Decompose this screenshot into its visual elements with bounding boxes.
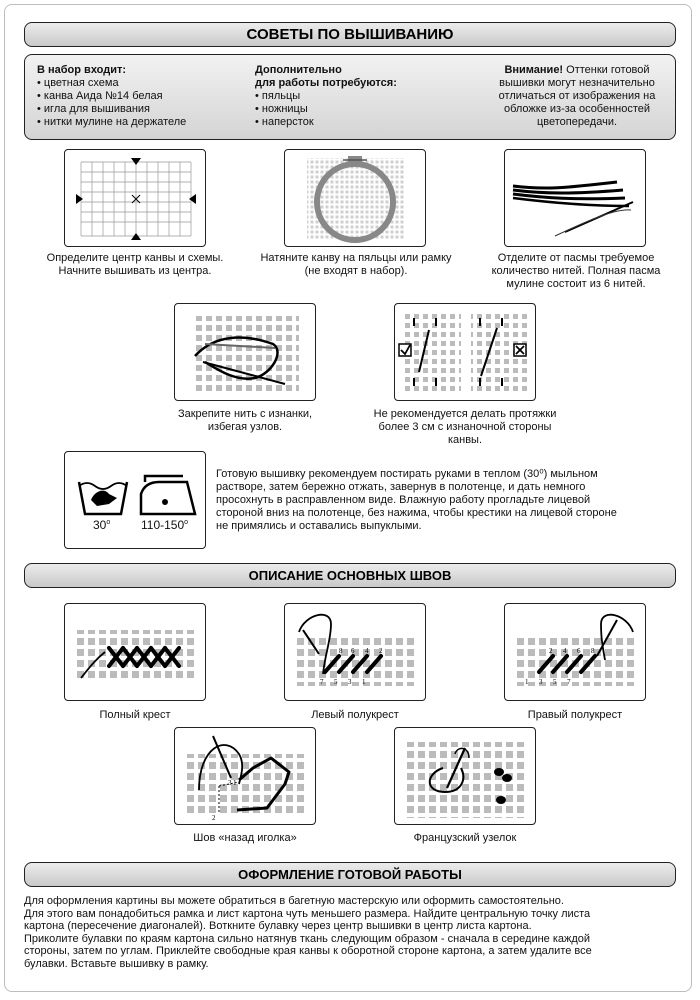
full-cross-icon [65,604,206,701]
stitch-number: 4 [563,647,567,655]
care-line: растворе, затем бережно отжать, завернув в полотенце, и дать немного [216,481,586,493]
stitch-number: 7 [320,678,324,686]
right-half-caption: Правый полукрест [527,709,623,721]
kit-item: • нитки мулине на держателе [37,116,187,128]
care-line: просохнуть в расправленном виде. Влажную работу прогладьте лицевой [216,494,591,506]
caption-line: количество нитей. Полная пасма [491,265,661,277]
warning-bold: Внимание! [504,64,564,76]
french-knot-illustration [394,727,536,825]
stitch-number: 1 [362,678,366,686]
left-half-illustration [284,603,426,701]
warning-column [487,64,667,129]
warning-line: цветопередачи. [536,116,618,128]
stitch-number: 1 [525,678,529,686]
extra-column [255,64,455,129]
care-line: не примялись и оставались выпуклыми. [216,520,422,532]
long-stitch-illustration [394,303,536,401]
french-knot-icon [395,728,536,825]
long-stitch-icon [395,304,536,401]
center-illustration [64,149,206,247]
warning-line: отличаться от изображения на [498,90,656,102]
finish-line: Для этого вам понадобиться рамка и лист картона чуть меньшего размера. Найдите центральную точку листа [24,907,591,920]
finish-line: стороны, затем по углам. Приклейте свободные края канвы к оборотной стороне картона, а затем удалите все [24,945,592,957]
caption-line: Начните вышивать из центра. [58,265,212,277]
stitch-number: 1 [233,779,237,787]
fasten-caption [150,408,340,434]
finish-line: картона (пересечение диагоналей). Воткните булавку через центр вышивки в центр листа картона. [24,920,532,932]
caption-line: (не входят в набор). [304,265,408,277]
fasten-thread-icon [175,304,316,401]
wash-temp: 30$^o$ [93,518,111,532]
grid-center-icon [65,150,206,247]
caption-line: Отделите от пасмы требуемое [497,252,655,264]
backstitch-illustration [174,727,316,825]
caption-line: более 3 см с изнаночной стороны [378,421,552,433]
caption-line: канвы. [447,434,483,446]
hand-wash-icon [79,482,127,514]
hoop-icon [285,150,426,247]
extra-item: • наперсток [255,116,314,128]
kit-column [37,64,247,129]
warning-line: Оттенки готовой [563,64,650,76]
stitch-number: 8 [591,647,595,655]
stitch-number: 3 [348,678,352,686]
stitch-number: 3 [228,779,232,787]
left-half-cross-icon [285,604,426,701]
extra-item: • пяльцы [255,90,301,102]
stitch-number: 6 [577,647,581,655]
french-knot-caption: Французский узелок [413,832,517,844]
care-instructions [216,468,676,533]
thread-skein-icon [505,150,646,247]
right-half-cross-icon [505,604,646,701]
kit-item: • канва Аида №14 белая [37,90,163,102]
info-panel [24,54,676,140]
care-line: стороной вниз на полотенце, без нажима, чтобы крестики на лицевой стороне [216,507,617,519]
finish-instructions [24,895,680,970]
right-half-illustration [504,603,646,701]
page-title: СОВЕТЫ ПО ВЫШИВАНИЮ [24,22,676,47]
center-caption [30,252,240,278]
caption-line: Определите центр канвы и схемы. [46,252,224,264]
caption-line: Не рекомендуется делать протяжки [373,408,557,420]
warning-line: вышивки могут незначительно [499,77,655,89]
stitch-number: 4 [365,647,369,655]
stitch-number: 5 [553,678,557,686]
full-cross-illustration [64,603,206,701]
kit-heading: В набор входит: [37,64,127,76]
caption-line: Натяните канву на пяльцы или рамку [260,252,452,264]
stitch-number: 6 [351,647,355,655]
caption-line: мулине состоит из 6 нитей. [506,278,646,290]
stitch-number: 8 [339,647,343,655]
finish-line: Приколите булавки по краям картона сильно натянув ткань следующим образом - сначала в середине каждой [24,932,591,945]
care-line: Готовую вышивку рекомендуем постирать руками в теплом (30⁰) мыльном [216,468,598,480]
iron-icon [141,476,195,514]
warning-line: обложке из-за особенностей [503,103,651,115]
finish-line: булавки. Вставьте вышивку в рамку. [24,957,209,970]
stitch-number: 2 [379,647,383,655]
kit-item: • цветная схема [37,77,119,89]
extra-item: • ножницы [255,103,308,115]
long-stitch-caption [356,408,574,447]
caption-line: избегая узлов. [207,421,283,433]
extra-heading-1: Дополнительно [255,64,342,76]
stitch-number: 2 [212,814,216,822]
threads-caption [462,252,690,291]
threads-illustration [504,149,646,247]
hoop-caption [246,252,466,278]
hoop-illustration [284,149,426,247]
fasten-illustration [174,303,316,401]
stitch-number: 3 [539,678,543,686]
stitch-number: 7 [567,678,571,686]
caption-line: Закрепите нить с изнанки, [177,408,313,420]
stitch-number: 2 [549,647,553,655]
kit-item: • игла для вышивания [37,103,150,115]
full-cross-caption: Полный крест [99,709,171,721]
wash-iron-icons [65,452,206,549]
stitch-number: 5 [334,678,338,686]
backstitch-caption: Шов «назад иголка» [193,832,297,844]
extra-heading-2: для работы потребуются: [255,77,397,89]
stitches-section-title: ОПИСАНИЕ ОСНОВНЫХ ШВОВ [24,563,676,588]
backstitch-icon [175,728,316,825]
care-symbols [64,451,206,549]
finish-section-title: ОФОРМЛЕНИЕ ГОТОВОЙ РАБОТЫ [24,862,676,887]
finish-line: Для оформления картины вы можете обратиться в багетную мастерскую или оформить самостоятельно. [24,895,564,907]
left-half-caption: Левый полукрест [311,709,399,721]
iron-temp: 110-150$^o$ [141,518,189,532]
